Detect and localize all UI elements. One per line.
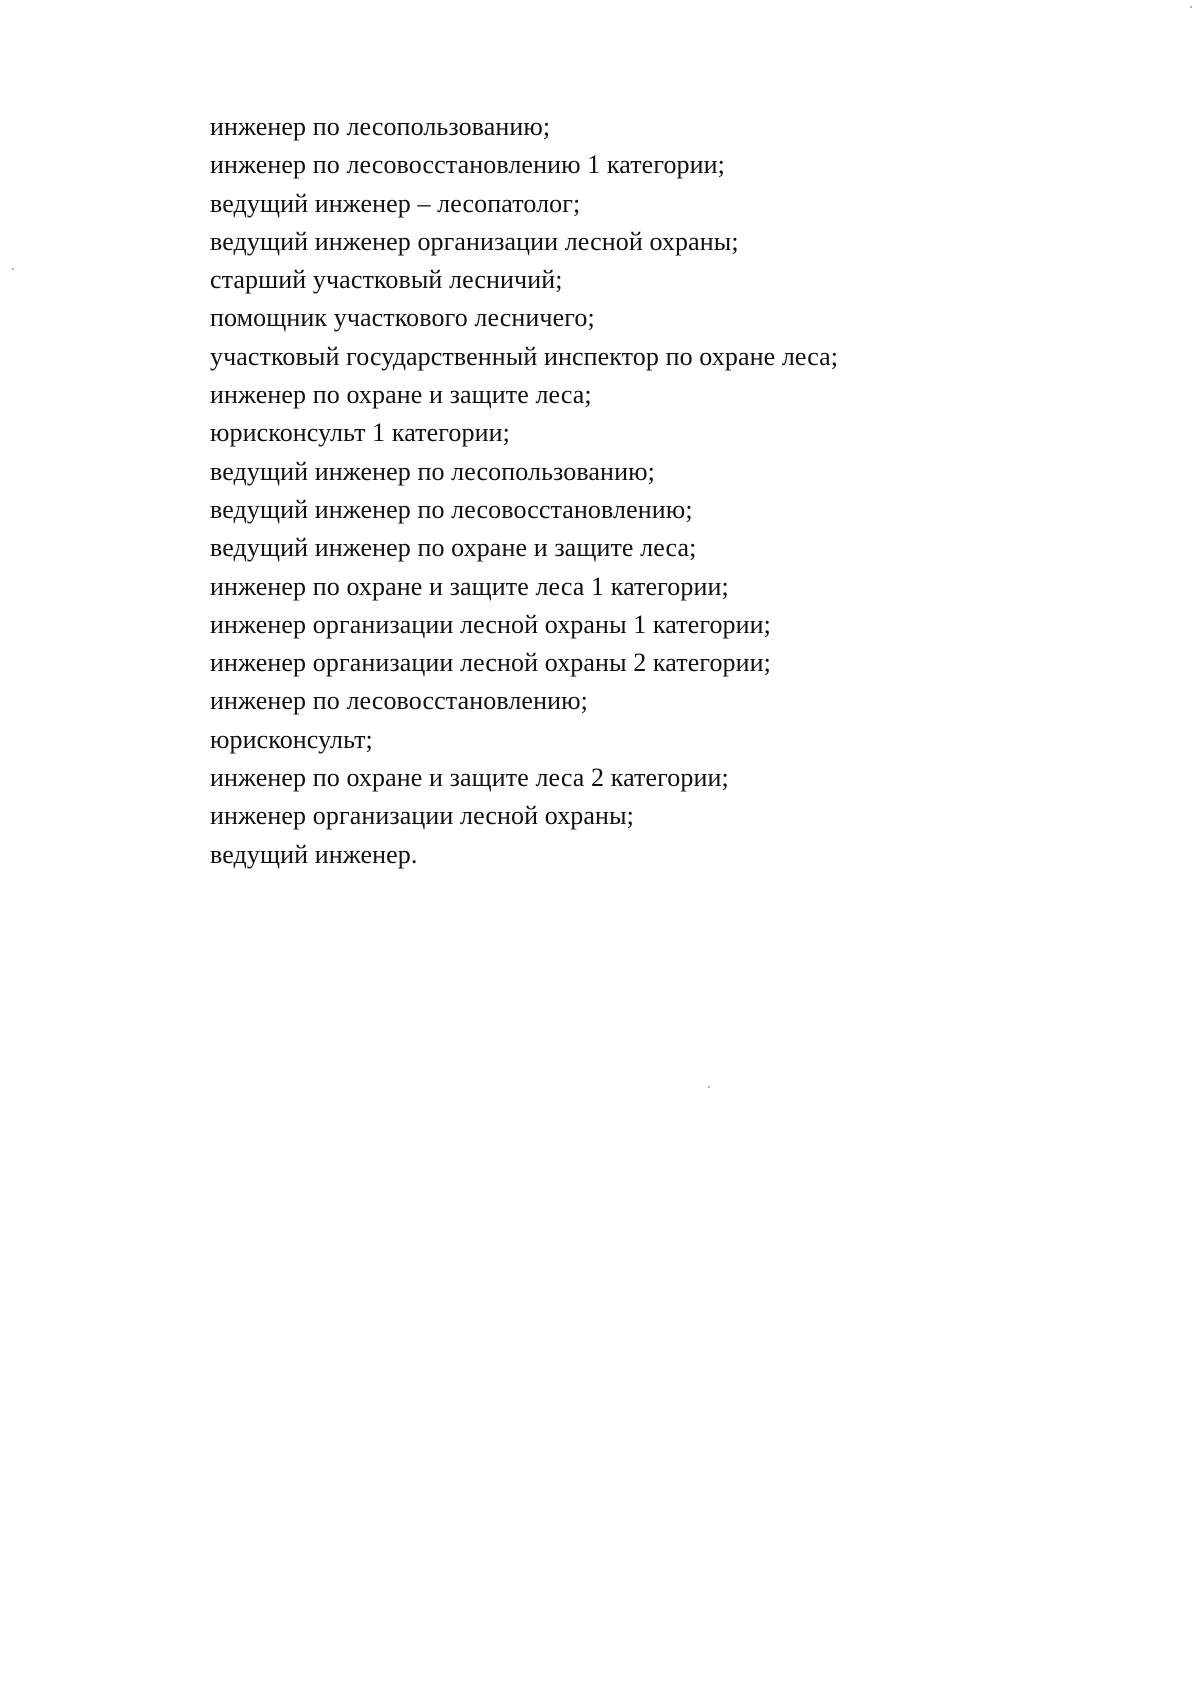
- scan-speck: [12, 268, 14, 270]
- position-item: старший участковый лесничий;: [210, 265, 563, 295]
- position-item: инженер организации лесной охраны 1 категории;: [210, 609, 772, 639]
- position-item: инженер по лесопользованию;: [210, 112, 551, 141]
- position-item: ведущий инженер организации лесной охраны;: [210, 226, 739, 256]
- position-item: помощник участкового лесничего;: [210, 303, 595, 333]
- position-item: ведущий инженер.: [210, 839, 418, 869]
- position-item: ведущий инженер по лесопользованию;: [210, 456, 655, 486]
- position-item: инженер по охране и защите леса 1 категории;: [210, 571, 729, 601]
- position-item: ведущий инженер – лесопатолог;: [210, 188, 581, 218]
- scan-speck: [1190, 6, 1192, 8]
- scan-speck: [708, 1086, 710, 1088]
- position-item: инженер организации лесной охраны;: [210, 801, 634, 831]
- position-item: ведущий инженер по охране и защите леса;: [210, 533, 697, 563]
- position-item: юрисконсульт;: [210, 724, 373, 754]
- position-item: инженер организации лесной охраны 2 категории;: [210, 648, 772, 678]
- position-item: инженер по охране и защите леса;: [210, 380, 592, 410]
- position-item: участковый государственный инспектор по охране леса;: [210, 341, 839, 371]
- position-item: юрисконсульт 1 категории;: [210, 418, 510, 448]
- position-item: ведущий инженер по лесовосстановлению;: [210, 494, 693, 524]
- position-item: инженер по охране и защите леса 2 категории;: [210, 763, 729, 793]
- position-item: инженер по лесовосстановлению;: [210, 686, 588, 716]
- position-item: инженер по лесовосстановлению 1 категории;: [210, 150, 725, 180]
- position-list: [210, 108, 838, 874]
